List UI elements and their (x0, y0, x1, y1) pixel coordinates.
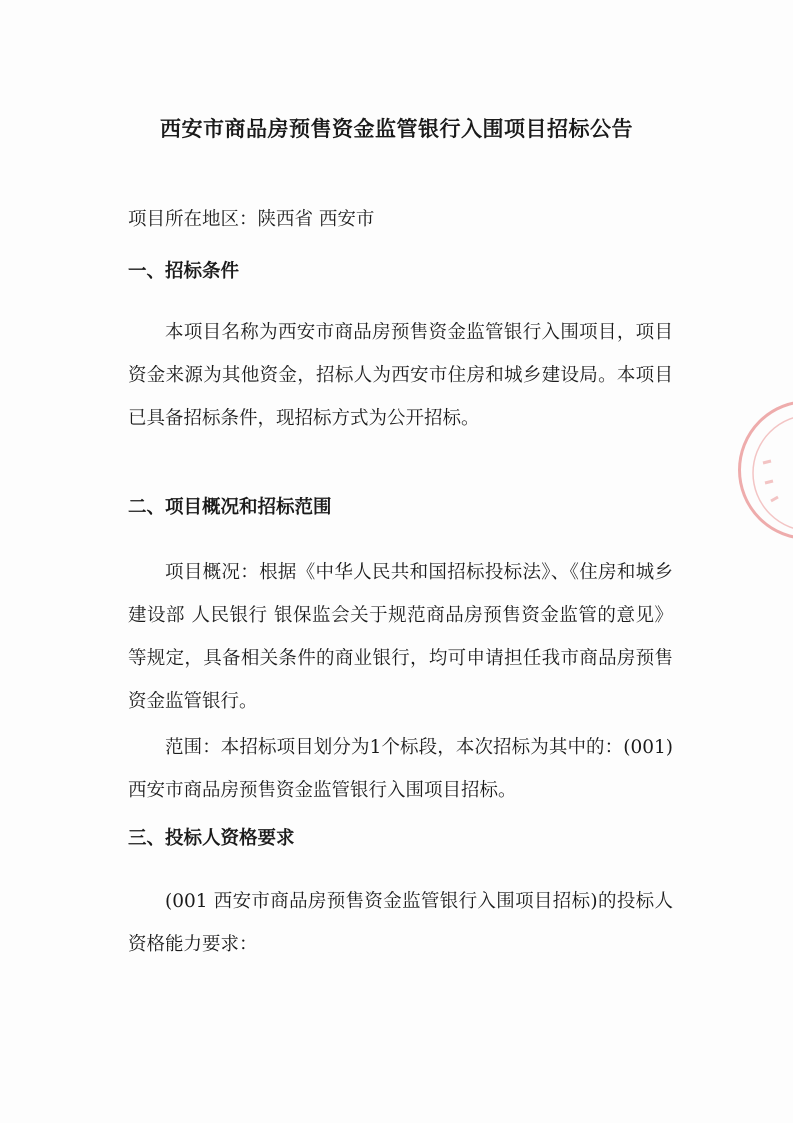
seal-ring-icon (741, 403, 793, 543)
document-title: 西安市商品房预售资金监管银行入围项目招标公告 (160, 117, 633, 141)
section1-body: 本项目名称为西安市商品房预售资金监管银行入围项目，项目资金来源为其他资金，招标人为西安市住房和城乡建设局。本项目已具备招标条件，现招标方式为公开招标。 (128, 322, 673, 429)
section2-scope: 范围：本招标项目划分为1个标段，本次招标为其中的：(001)西安市商品房预售资金监管银行入围项目招标。 (128, 737, 673, 801)
section1-heading: 一、招标条件 (128, 261, 240, 282)
section3-body: (001 西安市商品房预售资金监管银行入围项目招标)的投标人资格能力要求： (128, 891, 673, 955)
section3-heading: 三、投标人资格要求 (128, 828, 295, 849)
official-seal-stamp (738, 400, 793, 540)
region-line: 项目所在地区：陕西省 西安市 (128, 209, 375, 230)
section2-overview: 项目概况：根据《中华人民共和国招标投标法》、《住房和城乡建设部 人民银行 银保监会关于规范商品房预售资金监管的意见》等规定，具备相关条件的商业银行，均可申请担任我市商品房预售资金监管银行。 (128, 562, 673, 712)
section2-heading: 二、项目概况和招标范围 (128, 497, 332, 518)
